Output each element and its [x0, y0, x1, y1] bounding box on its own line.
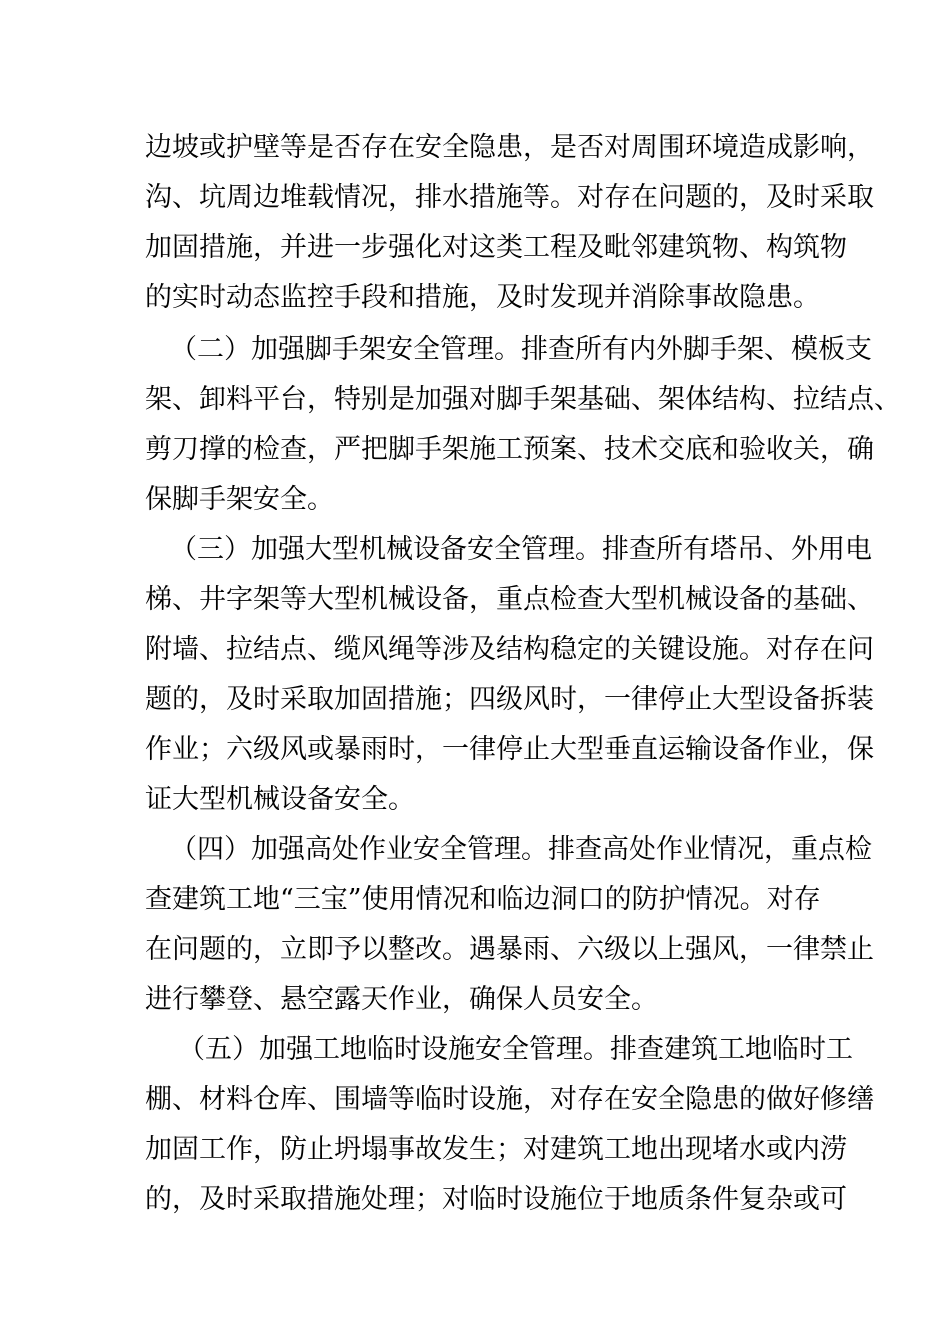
- text-line: 进行攀登、悬空露天作业，确保人员安全。: [145, 984, 658, 1015]
- text-line: 加固措施，并进一步强化对这类工程及毗邻建筑物、构筑物: [145, 232, 847, 263]
- text-line: 的实时动态监控手段和措施，及时发现并消除事故隐患。: [145, 282, 820, 313]
- text-line: 题的，及时采取加固措施；四级风时，一律停止大型设备拆装: [145, 684, 874, 715]
- text-line: 附墙、拉结点、缆风绳等涉及结构稳定的关键设施。对存在问: [145, 634, 874, 665]
- paragraph-heading-line: （二）加强脚手架安全管理。排查所有内外脚手架、模板支: [170, 334, 872, 365]
- text-line: 加固工作，防止坍塌事故发生；对建筑工地出现堵水或内涝: [145, 1134, 847, 1165]
- text-line: 保脚手架安全。: [145, 484, 334, 515]
- paragraph-heading-line: （三）加强大型机械设备安全管理。排查所有塔吊、外用电: [170, 534, 872, 565]
- text-line: 边坡或护壁等是否存在安全隐患，是否对周围环境造成影响，: [145, 132, 874, 163]
- text-line: 棚、材料仓库、围墙等临时设施，对存在安全隐患的做好修缮: [145, 1084, 874, 1115]
- text-line: 剪刀撑的检查，严把脚手架施工预案、技术交底和验收关，确: [145, 434, 874, 465]
- text-line: 架、卸料平台，特别是加强对脚手架基础、架体结构、拉结点、: [145, 384, 901, 415]
- paragraph-heading-line: （五）加强工地临时设施安全管理。排查建筑工地临时工: [178, 1034, 853, 1065]
- text-line: 沟、坑周边堆载情况，排水措施等。对存在问题的，及时采取: [145, 182, 874, 213]
- text-line: 梯、井字架等大型机械设备，重点检查大型机械设备的基础、: [145, 584, 874, 615]
- text-line: 在问题的，立即予以整改。遇暴雨、六级以上强风，一律禁止: [145, 934, 874, 965]
- text-line: 的，及时采取措施处理；对临时设施位于地质条件复杂或可: [145, 1184, 847, 1215]
- text-line: 作业；六级风或暴雨时，一律停止大型垂直运输设备作业，保: [145, 734, 874, 765]
- paragraph-heading-line: （四）加强高处作业安全管理。排查高处作业情况，重点检: [170, 834, 872, 865]
- text-line: 查建筑工地“三宝”使用情况和临边洞口的防护情况。对存: [145, 884, 821, 915]
- text-line: 证大型机械设备安全。: [145, 784, 415, 815]
